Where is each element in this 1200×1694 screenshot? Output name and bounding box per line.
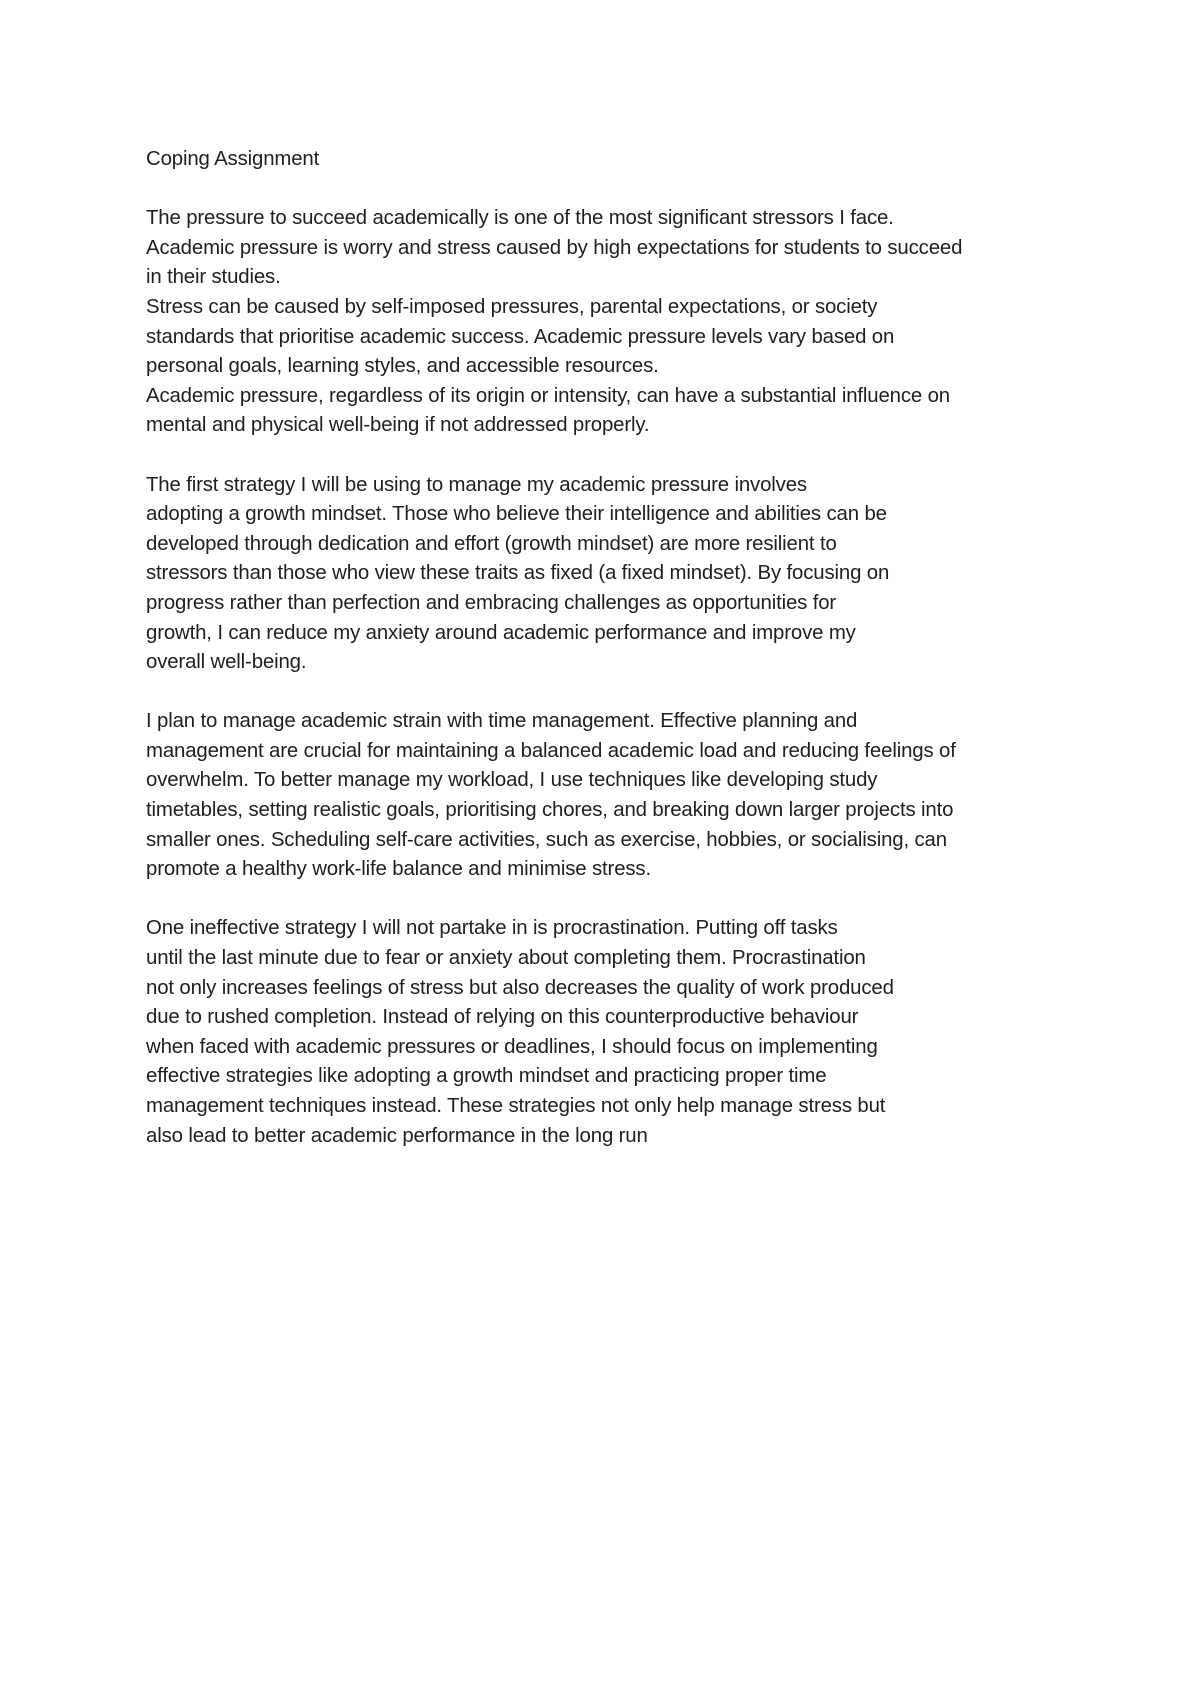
text-line: in their studies. xyxy=(146,266,281,289)
text-line: Stress can be caused by self-imposed pressures, parental expectations, or society xyxy=(146,295,878,318)
document-body xyxy=(146,145,1106,1181)
text-line: until the last minute due to fear or anxiety about completing them. Procrastination xyxy=(146,947,866,970)
paragraph-1 xyxy=(146,204,1106,441)
text-line: Academic pressure, regardless of its origin or intensity, can have a substantial influence on xyxy=(146,384,950,407)
paragraph-4 xyxy=(146,914,1106,1151)
text-line: due to rushed completion. Instead of relying on this counterproductive behaviour xyxy=(146,1006,859,1029)
text-line: promote a healthy work-life balance and minimise stress. xyxy=(146,858,651,881)
text-line: One ineffective strategy I will not partake in is procrastination. Putting off tasks xyxy=(146,917,838,940)
text-line: overall well-being. xyxy=(146,651,307,674)
text-line: overwhelm. To better manage my workload, I use techniques like developing study xyxy=(146,769,878,792)
paragraph-2 xyxy=(146,471,1106,678)
text-line: personal goals, learning styles, and accessible resources. xyxy=(146,355,659,378)
text-line: adopting a growth mindset. Those who believe their intelligence and abilities can be xyxy=(146,503,887,526)
text-line: management techniques instead. These strategies not only help manage stress but xyxy=(146,1095,886,1117)
text-line: developed through dedication and effort (growth mindset) are more resilient to xyxy=(146,532,837,555)
text-line: when faced with academic pressures or deadlines, I should focus on implementing xyxy=(146,1035,878,1058)
document-title: Coping Assignment xyxy=(146,148,320,170)
text-line: The pressure to succeed academically is one of the most significant stressors I face. xyxy=(146,207,894,230)
text-line: progress rather than perfection and embracing challenges as opportunities for xyxy=(146,591,837,614)
paragraph-3 xyxy=(146,707,1106,885)
text-line: standards that prioritise academic success. Academic pressure levels vary based on xyxy=(146,325,895,348)
text-line: timetables, setting realistic goals, prioritising chores, and breaking down larger projects into xyxy=(146,799,954,822)
text-line: management are crucial for maintaining a balanced academic load and reducing feelings of xyxy=(146,739,956,762)
text-line: stressors than those who view these traits as fixed (a fixed mindset). By focusing on xyxy=(146,562,890,585)
text-line: I plan to manage academic strain with time management. Effective planning and xyxy=(146,710,858,733)
text-line: growth, I can reduce my anxiety around academic performance and improve my xyxy=(146,621,856,644)
text-line: smaller ones. Scheduling self-care activities, such as exercise, hobbies, or socialising, can xyxy=(146,828,947,851)
paragraphs-container xyxy=(146,204,1106,1151)
text-line: The first strategy I will be using to manage my academic pressure involves xyxy=(146,473,807,496)
text-line: Academic pressure is worry and stress caused by high expectations for students to succeed xyxy=(146,236,963,259)
text-line: mental and physical well-being if not addressed properly. xyxy=(146,414,650,437)
text-line: also lead to better academic performance in the long run xyxy=(146,1124,648,1147)
text-line: effective strategies like adopting a growth mindset and practicing proper time xyxy=(146,1065,827,1088)
text-line: not only increases feelings of stress but also decreases the quality of work produced xyxy=(146,976,894,999)
